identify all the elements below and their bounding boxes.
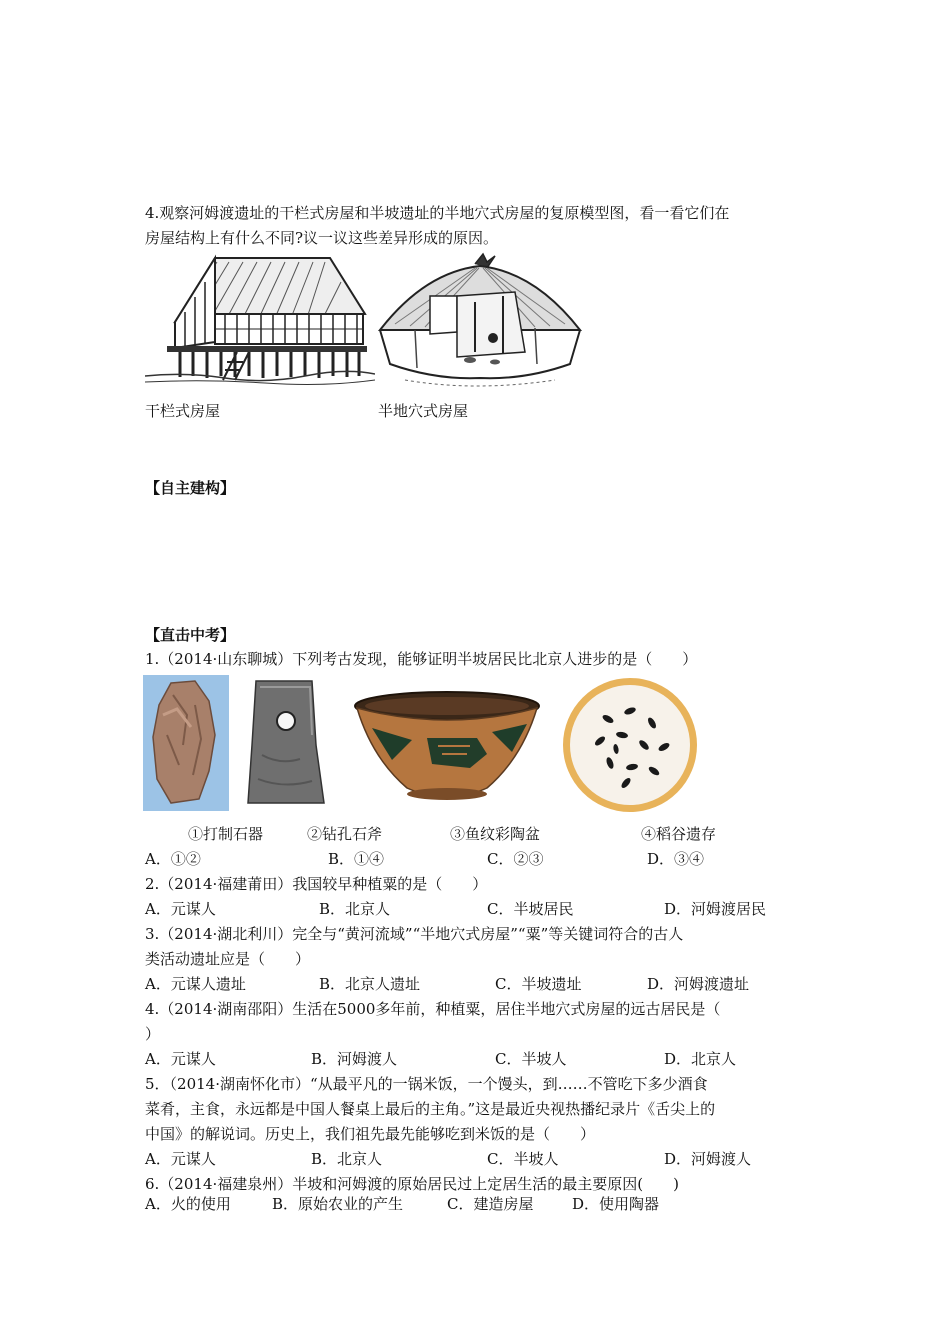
q6-option-b: B．原始农业的产生 — [272, 1195, 404, 1213]
q3-option-d: D．河姆渡遗址 — [647, 975, 750, 993]
q2-option-c: C．半坡居民 — [487, 900, 574, 918]
q6-option-c: C．建造房屋 — [447, 1195, 534, 1213]
q4-option-a: A．元谋人 — [145, 1050, 216, 1068]
q6-option-d: D．使用陶器 — [572, 1195, 660, 1213]
q5-stem-line2: 菜肴，主食，永远都是中国人餐桌上最后的主角。”这是最近央视热播纪录片《舌尖上的 — [145, 1100, 716, 1118]
q1-stem: 1.（2014·山东聊城）下列考古发现，能够证明半坡居民比北京人进步的是（ ） — [145, 650, 698, 668]
q1-option-a: A．①② — [145, 850, 201, 868]
q5-stem-line3: 中国》的解说词。历史上，我们祖先最先能够吃到米饭的是（ ） — [145, 1125, 596, 1143]
fish-pattern-pottery-basin-image — [352, 688, 542, 806]
stilt-house-image — [145, 252, 375, 387]
q1-option-c: C．②③ — [487, 850, 544, 868]
drilled-stone-axe-image — [240, 675, 330, 810]
section-heading-exam: 【直击中考】 — [145, 626, 236, 644]
semi-subterranean-house-image — [375, 252, 585, 392]
q2-option-a: A．元谋人 — [145, 900, 216, 918]
section-heading-self-construct: 【自主建构】 — [145, 479, 236, 497]
q4-option-d: D．北京人 — [664, 1050, 737, 1068]
q2-option-b: B．北京人 — [319, 900, 391, 918]
q5-option-b: B．北京人 — [311, 1150, 383, 1168]
q2-option-d: D．河姆渡居民 — [664, 900, 767, 918]
q3-stem-line1: 3.（2014·湖北利川）完全与“黄河流域”“半地穴式房屋”“粟”等关键词符合的古人 — [145, 925, 684, 943]
q4-stem-line1: 4.（2014·湖南邵阳）生活在5000多年前，种植粟，居住半地穴式房屋的远古居民是（ — [145, 1000, 721, 1018]
q1-image-caption-4: ④稻谷遗存 — [641, 825, 717, 843]
q3-stem-line2: 类活动遗址应是（ ） — [145, 950, 311, 968]
rice-grain-remains-image — [560, 675, 700, 815]
q5-stem-line1: 5．（2014·湖南怀化市）“从最平凡的一锅米饭，一个馒头，到……不管吃下多少酒食 — [145, 1075, 708, 1093]
q3-option-a: A．元谋人遗址 — [145, 975, 246, 993]
q6-stem: 6.（2014·福建泉州）半坡和河姆渡的原始居民过上定居生活的最主要原因( ) — [145, 1175, 679, 1193]
caption-stilt-house: 干栏式房屋 — [145, 402, 221, 420]
q1-image-caption-3: ③鱼纹彩陶盆 — [450, 825, 541, 843]
q4-option-b: B．河姆渡人 — [311, 1050, 398, 1068]
q3-option-c: C．半坡遗址 — [495, 975, 582, 993]
caption-semi-subterranean-house: 半地穴式房屋 — [378, 402, 469, 420]
q1-image-caption-2: ②钻孔石斧 — [307, 825, 383, 843]
q4-intro-line1: 4.观察河姆渡遗址的干栏式房屋和半坡遗址的半地穴式房屋的复原模型图，看一看它们在 — [145, 204, 730, 222]
q5-option-a: A．元谋人 — [145, 1150, 216, 1168]
q5-option-d: D．河姆渡人 — [664, 1150, 752, 1168]
q4-intro-line2: 房屋结构上有什么不同?议一议这些差异形成的原因。 — [145, 229, 499, 247]
q1-option-b: B．①④ — [328, 850, 385, 868]
chipped-stone-tool-image — [143, 675, 229, 811]
q1-image-caption-1: ①打制石器 — [188, 825, 264, 843]
q3-option-b: B．北京人遗址 — [319, 975, 421, 993]
q4-option-c: C．半坡人 — [495, 1050, 567, 1068]
q4-stem-line2: ） — [145, 1025, 161, 1043]
q1-option-d: D．③④ — [647, 850, 705, 868]
q6-option-a: A．火的使用 — [145, 1195, 231, 1213]
q2-stem: 2.（2014·福建莆田）我国较早种植粟的是（ ） — [145, 875, 488, 893]
q5-option-c: C．半坡人 — [487, 1150, 559, 1168]
